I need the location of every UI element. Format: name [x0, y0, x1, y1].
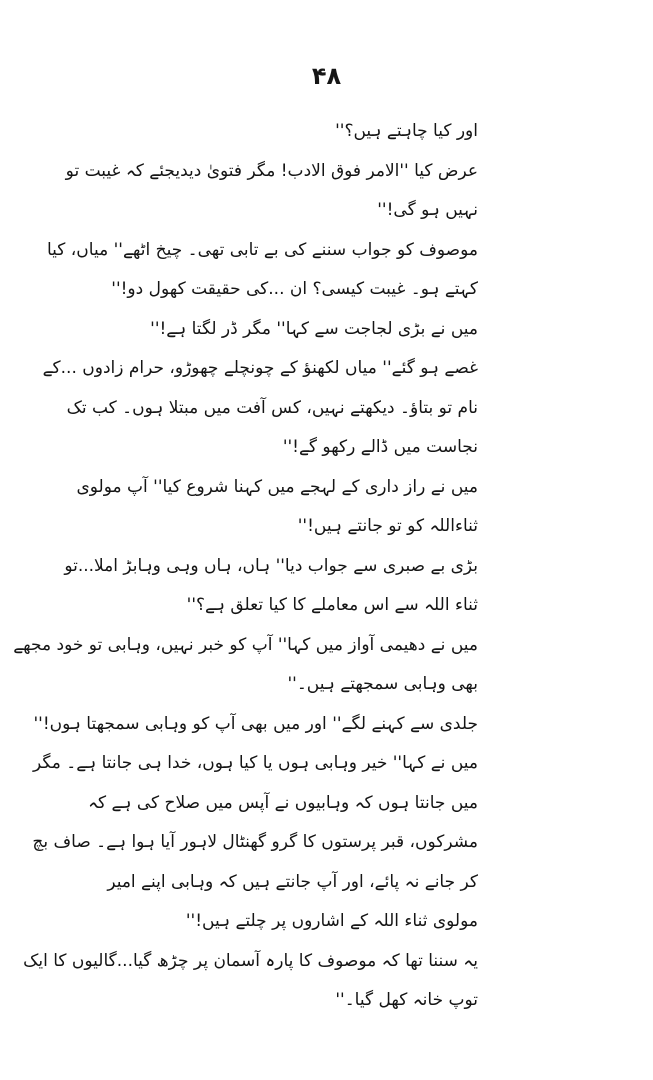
text-line: غصے ہو گئے'' میاں لکھنؤ کے چونچلے چھوڑو، حرام زادوں ...کے: [42, 358, 478, 378]
text-line: میں نے دھیمی آواز میں کہا'' آپ کو خبر نہیں، وہابی تو خود مجھے: [13, 634, 478, 655]
text-line: نام تو بتاؤ۔ دیکھتے نہیں، کس آفت میں مبتلا ہوں۔ کب تک: [66, 397, 478, 418]
text-line: میں جانتا ہوں کہ وہابیوں نے آپس میں صلاح کی ہے کہ: [88, 792, 478, 813]
text-line: موصوف کو جواب سننے کی بے تابی تھی۔ چیخ اٹھے'' میاں، کیا: [47, 239, 478, 260]
text-line: کر جانے نہ پائے، اور آپ جانتے ہیں کہ وہابی اپنے امیر: [107, 871, 478, 892]
text-line: نجاست میں ڈالے رکھو گے!'': [282, 437, 478, 457]
text-line: میں نے کہا'' خیر وہابی ہوں یا کیا ہوں، خدا ہی جانتا ہے۔ مگر: [33, 753, 478, 773]
text-line: یہ سننا تھا کہ موصوف کا پارہ آسمان پر چڑھ گیا...گالیوں کا ایک: [23, 950, 478, 971]
body-text: [13, 112, 478, 1021]
text-line: ثناءاللہ کو تو جانتے ہیں!'': [297, 516, 478, 536]
text-line: کہتے ہو۔ غیبت کیسی؟ ان ...کی حقیقت کھول دو!'': [111, 279, 478, 299]
text-line: ثناء اللہ سے اس معاملے کا کیا تعلق ہے؟'': [186, 595, 478, 615]
text-line: بھی وہابی سمجھتے ہیں۔'': [287, 674, 478, 694]
text-line: میں نے راز داری کے لہجے میں کہنا شروع کیا'' آپ مولوی: [76, 476, 478, 497]
text-line: اور کیا چاہتے ہیں؟'': [335, 121, 478, 141]
text-line: مولوی ثناء اللہ کے اشاروں پر چلتے ہیں!'': [185, 911, 478, 931]
text-line: عرض کیا ''الامر فوق الادب! مگر فتویٰ دیدیجئے کہ غیبت تو: [65, 160, 478, 181]
text-line: جلدی سے کہنے لگے'' اور میں بھی آپ کو وہابی سمجھتا ہوں!'': [33, 713, 478, 734]
text-line: مشرکوں، قبر پرستوں کا گرو گھنٹال لاہور آیا ہوا ہے۔ صاف بچ: [32, 832, 478, 852]
text-line: میں نے بڑی لجاجت سے کہا'' مگر ڈر لگتا ہے!'': [150, 318, 478, 339]
text-line: توپ خانہ کھل گیا۔'': [335, 990, 478, 1010]
text-line: بڑی بے صبری سے جواب دیا'' ہاں، ہاں وہی وہابڑ املا...تو: [64, 555, 478, 576]
text-line: نہیں ہو گی!'': [377, 200, 478, 220]
page-number: ۴۸: [311, 62, 342, 90]
